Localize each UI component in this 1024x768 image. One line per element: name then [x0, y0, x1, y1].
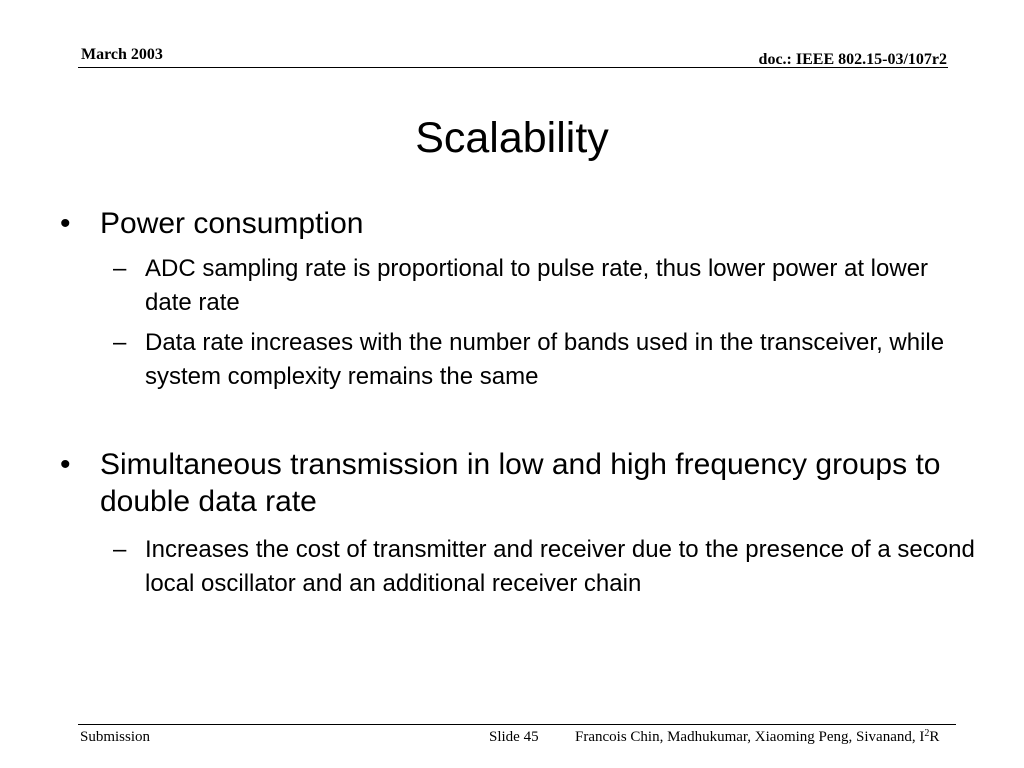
footer-authors	[575, 727, 939, 747]
sub-bullet-marker: –	[113, 255, 127, 282]
footer-authors-superscript: 2	[924, 728, 930, 739]
sub-bullet-text: Data rate increases with the number of bands used in the transceiver, while system complexity remains the same	[145, 329, 945, 390]
bullet-text: Simultaneous transmission in low and high frequency groups to double data rate	[100, 448, 941, 518]
sub-bullet-marker: –	[113, 329, 127, 356]
bullet-text: Power consumption	[100, 207, 364, 240]
bullet-marker: •	[60, 207, 71, 240]
header-doc-id: doc.: IEEE 802.15-03/107r2	[758, 51, 947, 68]
slide-title: Scalability	[415, 114, 609, 162]
footer-submission: Submission	[80, 729, 151, 745]
footer-authors-main: Francois Chin, Madhukumar, Xiaoming Peng, Sivanand, I	[575, 729, 925, 745]
sub-bullet-marker: –	[113, 536, 127, 563]
bullet-marker: •	[60, 448, 71, 481]
header-date: March 2003	[81, 46, 163, 63]
footer-slide-number: Slide 45	[489, 729, 539, 745]
sub-bullet-text: Increases the cost of transmitter and receiver due to the presence of a second local oscillator and an additional receiver chain	[145, 536, 975, 597]
footer-divider	[78, 724, 956, 725]
header-divider	[78, 67, 948, 68]
sub-bullet-text: ADC sampling rate is proportional to pulse rate, thus lower power at lower date rate	[145, 255, 929, 316]
footer-authors-tail: R	[929, 729, 940, 745]
